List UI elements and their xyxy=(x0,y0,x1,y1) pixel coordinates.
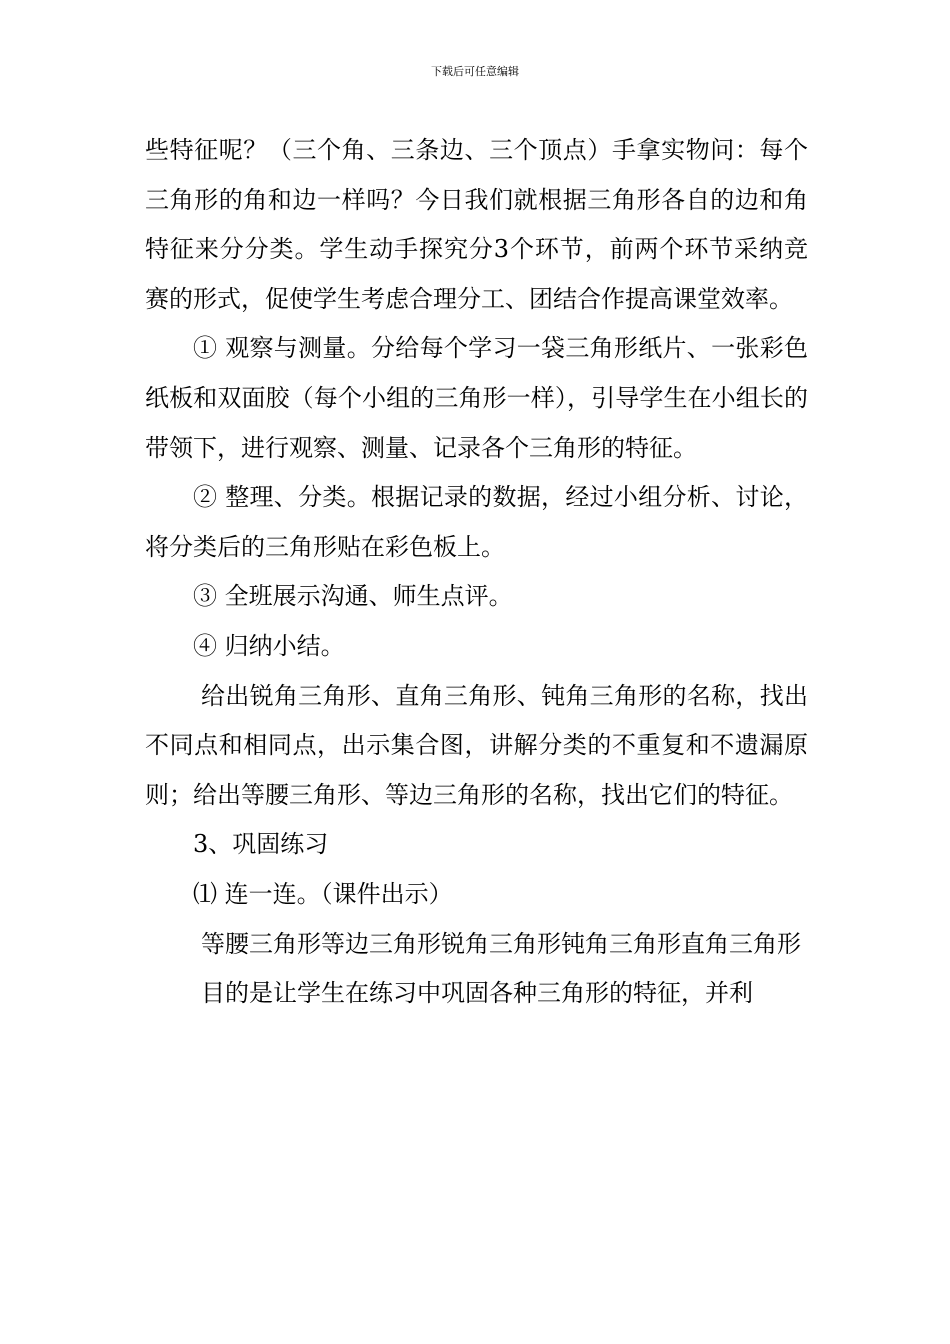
paragraph: ① 观察与测量。分给每个学习一袋三角形纸片、一张彩色纸板和双面胶（每个小组的三角形一样），引导学生在小组长的带领下，进行观察、测量、记录各个三角形的特征。 xyxy=(145,334,808,462)
paragraph: 等腰三角形等边三角形锐角三角形钝角三角形直角三角形 xyxy=(201,929,801,958)
page-header: 下载后可任意编辑 xyxy=(431,65,519,78)
paragraph: 目的是让学生在练习中巩固各种三角形的特征，并利 xyxy=(201,979,753,1008)
paragraph: 3、巩固练习 xyxy=(193,830,329,859)
paragraph: ④ 归纳小结。 xyxy=(193,631,345,660)
document-body xyxy=(145,126,808,1019)
paragraph: ② 整理、分类。根据记录的数据，经过小组分析、讨论，将分类后的三角形贴在彩色板上。 xyxy=(145,483,808,561)
paragraph: ③ 全班展示沟通、师生点评。 xyxy=(193,582,513,611)
paragraph: 给出锐角三角形、直角三角形、钝角三角形的名称，找出不同点和相同点，出示集合图，讲解分类的不重复和不遗漏原则；给出等腰三角形、等边三角形的名称，找出它们的特征。 xyxy=(145,681,808,809)
paragraph: ⑴ 连一连。（课件出示） xyxy=(193,879,453,908)
paragraph: 些特征呢？（三个角、三条边、三个顶点）手拿实物问：每个三角形的角和边一样吗？今日我们就根据三角形各自的边和角特征来分分类。学生动手探究分3个环节，前两个环节采纳竞赛的形式，促使学生考虑合理分工、团结合作提高课堂效率。 xyxy=(145,136,808,313)
